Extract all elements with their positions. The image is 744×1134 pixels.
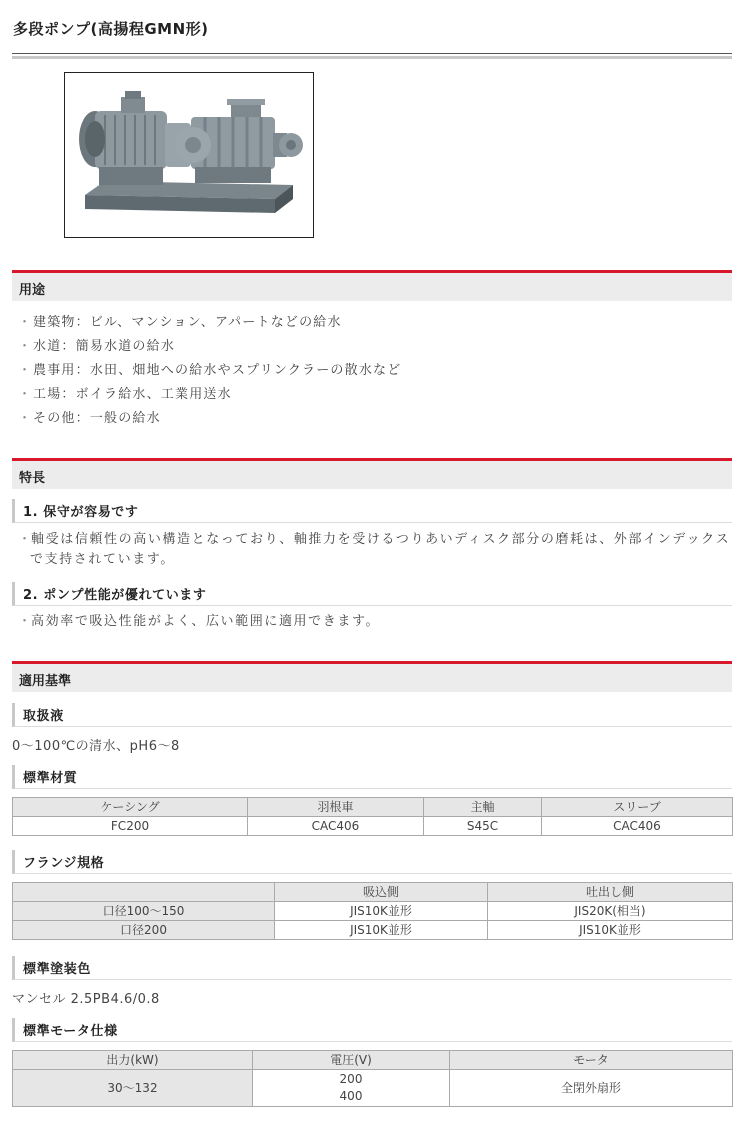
table-cell: CAC406 [542,817,733,836]
subsection-title: フランジ規格 [23,856,105,871]
liquid-text: 0～100℃の清水、pH6～8 [12,739,180,754]
voltage-value: 400 [339,1089,363,1103]
subsection-title: 標準モータ仕様 [23,1024,118,1039]
section-usage-header [12,270,732,301]
feature-2-heading [12,582,732,606]
title-divider-shadow [12,56,732,59]
subsection-title: 標準塗装色 [23,962,92,977]
pump-illustration [65,73,313,237]
table-row-label: 口径100～150 [13,902,275,921]
table-header-cell: 出力(kW) [13,1051,253,1070]
table-header-cell: 電圧(V) [253,1051,450,1070]
table-header-row [13,883,733,902]
table-cell: 全閉外扇形 [450,1070,733,1107]
table-cell: CAC406 [248,817,424,836]
feature-2-body: ・高効率で吸込性能がよく、広い範囲に適用できます。 [18,614,381,629]
body-text: 高効率で吸込性能がよく、広い範囲に適用できます。 [31,614,381,629]
table-cell: S45C [424,817,542,836]
motor-table [12,1050,733,1107]
table-cell [253,1070,450,1107]
table-cell: JIS10K並形 [275,921,488,940]
table-row [13,902,733,921]
page-title: 多段ポンプ(高揚程GMN形) [13,20,209,38]
voltage-value: 200 [339,1072,363,1086]
section-title: 適用基準 [19,674,72,689]
motor-heading [12,1018,732,1042]
section-features-header [12,458,732,489]
table-row [13,921,733,940]
table-header-cell: 吸込側 [275,883,488,902]
table-header-row [13,1051,733,1070]
list-item: ・ 工場：ボイラ給水、工業用送水 [18,385,401,409]
subsection-title: 1. 保守が容易です [23,505,139,520]
table-cell: JIS10K並形 [488,921,733,940]
materials-table [12,797,733,836]
flange-heading [12,850,732,874]
liquid-heading [12,703,732,727]
table-header-cell: モータ [450,1051,733,1070]
table-header-cell: スリーブ [542,798,733,817]
section-title: 用途 [19,283,46,298]
section-standards-header [12,661,732,692]
table-row [13,1070,733,1107]
table-row-label: 30～132 [13,1070,253,1107]
table-cell: FC200 [13,817,248,836]
table-row [13,817,733,836]
body-text-continued: で支持されています。 [30,552,175,567]
paint-heading [12,956,732,980]
title-divider [12,53,732,54]
product-photo [64,72,314,238]
table-header-cell: 羽根車 [248,798,424,817]
table-header-cell: ケーシング [13,798,248,817]
list-item: ・ 建築物：ビル、マンション、アパートなどの給水 [18,313,401,337]
feature-1-body: ・軸受は信頼性の高い構造となっており、軸推力を受けるつりあいディスク部分の磨耗は、外部インデックス で支持されています。 [18,530,734,570]
section-title: 特長 [19,471,46,486]
subsection-title: 2. ポンプ性能が優れています [23,588,207,603]
table-header-cell: 主軸 [424,798,542,817]
usage-list [18,313,401,433]
flange-table [12,882,733,940]
list-item: ・ 水道：簡易水道の給水 [18,337,401,361]
paint-text: マンセル 2.5PB4.6/0.8 [12,992,160,1007]
subsection-title: 標準材質 [23,771,78,786]
list-item: ・ その他：一般の給水 [18,409,401,433]
feature-1-heading [12,499,732,523]
table-cell: JIS20K(相当) [488,902,733,921]
table-cell: JIS10K並形 [275,902,488,921]
table-header-cell: 吐出し側 [488,883,733,902]
materials-heading [12,765,732,789]
list-item: ・ 農事用：水田、畑地への給水やスプリンクラーの散水など [18,361,401,385]
table-row-label: 口径200 [13,921,275,940]
table-header-cell [13,883,275,902]
body-text: 軸受は信頼性の高い構造となっており、軸推力を受けるつりあいディスク部分の磨耗は、外部インデックス [31,532,731,547]
table-header-row [13,798,733,817]
subsection-title: 取扱液 [23,709,64,724]
